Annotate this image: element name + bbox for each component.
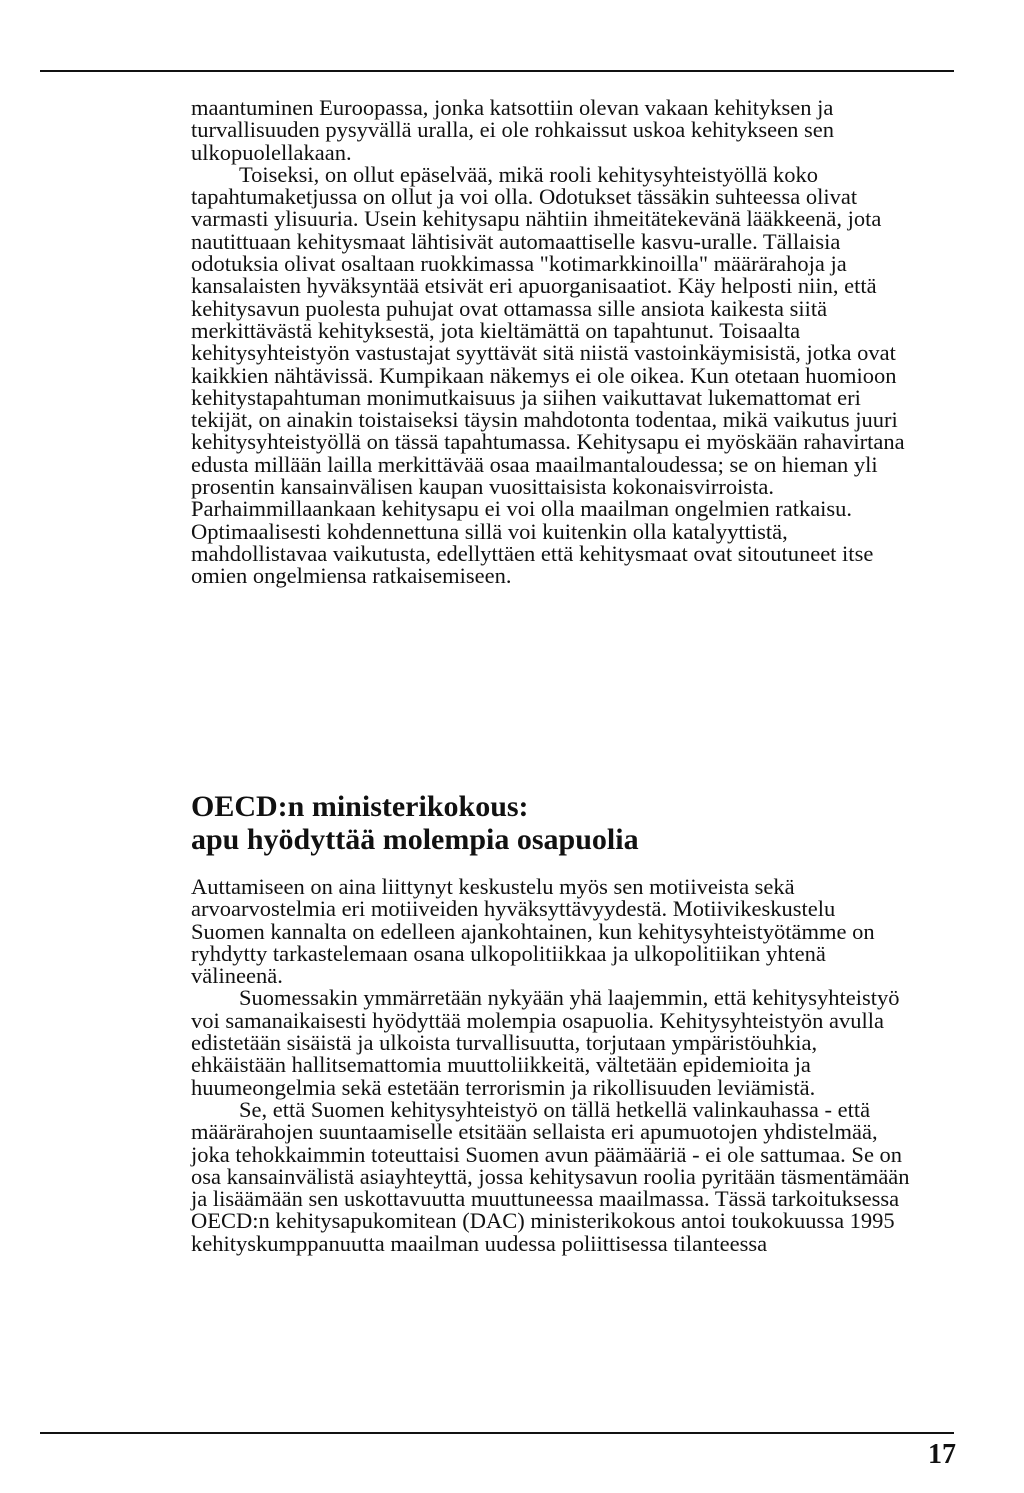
heading-line-1: OECD:n ministerikokous: [191, 790, 529, 823]
paragraph: Toiseksi, on ollut epäselvää, mikä rooli kehitysyhteistyöllä koko tapahtumaketjussa on ollut ja voi olla. Odotukset tässäkin suhteessa olivat varmasti ylisuuria. Usein kehitysapu nähtiin ihmeitätekevänä lääkkeenä, jota nautittuaan kehitysmaat lähtisivät automaattiselle kasvu-uralle. Tällaisia odotuksia olivat osaltaan ruokkimassa "kotimarkkinoilla" määrärahoja ja kansalaisten hyväksyntää etsivät eri apuorganisaatiot. Käy helposti niin, että kehitysavun puolesta puhujat ovat ottamassa sille ansiota kaikesta siitä merkittävästä kehityksestä, jota kieltämättä on tapahtunut. Toisaalta kehitysyhteistyön vastustajat syyttävät sitä niistä vastoinkäymisistä, jotka ovat kaikkien nähtävissä. Kumpikaan näkemys ei ole oikea. Kun otetaan huomioon kehitystapahtuman monimutkaisuus ja siihen vaikuttavat lukemattomat eri tekijät, on ainakin toistaiseksi täysin mahdotonta todentaa, mikä vaikutus juuri kehitysyhteistyöllä on tässä tapahtumassa. Kehitysapu ei myöskään rahavirtana edusta millään lailla merkittävää osaa maailmantaloudessa; se on hieman yli prosentin kansainvälisen kaupan vuosittaisista kokonaisvirroista. Parhaimmillaankaan kehitysapu ei voi olla maailman ongelmien ratkaisu. Optimaalisesti kohdennettuna sillä voi kuitenkin olla katalyyttistä, mahdollistavaa vaikutusta, edellyttäen että kehitysmaat ovat sitoutuneet itse omien ongelmiensa ratkaisemiseen. [191, 161, 905, 589]
paragraph: Se, että Suomen kehitysyhteistyö on tällä hetkellä valinkauhassa - että määrärahojen suuntaamiselle etsitään sellaista eri apumuotojen yhdistelmää, joka tehokkaimmin toteuttaisi Suomen avun päämääriä - ei ole sattumaa. Se on osa kansainvälistä asiayhteyttä, jossa kehitysavun roolia pyritään täsmentämään ja lisäämään sen uskottavuutta muuttuneessa maailmassa. Tässä tarkoituksessa OECD:n kehitysapukomitean (DAC) ministerikokous antoi toukokuussa 1995 kehityskumppanuutta maailman uudessa poliittisessa tilanteessa [191, 1096, 910, 1256]
top-rule [40, 70, 954, 72]
page-number: 17 [928, 1439, 956, 1470]
paragraph: Auttamiseen on aina liittynyt keskustelu myös sen motiiveista sekä arvoarvostelmia eri motiiveiden hyväksyttävyydestä. Motiivikeskustelu Suomen kannalta on edelleen ajankohtainen, kun kehitysyhteistyötämme on ryhdytty tarkastelemaan osana ulkopolitiikkaa ja ulkopolitiikan yhtenä välineenä. [191, 874, 875, 989]
section-heading [191, 790, 911, 856]
heading-line-2: apu hyödyttää molempia osapuolia [191, 823, 639, 856]
bottom-rule [40, 1432, 954, 1434]
body-text-section-1 [191, 97, 911, 588]
paragraph: maantuminen Euroopassa, jonka katsottiin olevan vakaan kehityksen ja turvallisuuden pysyvällä uralla, ei ole rohkaissut uskoa kehitykseen sen ulkopuolellakaan. [191, 95, 834, 165]
paragraph: Suomessakin ymmärretään nykyään yhä laajemmin, että kehitysyhteistyö voi samanaikaisesti hyödyttää molempia osapuolia. Kehitysyhteistyön avulla edistetään sisäistä ja ulkoista turvallisuutta, torjutaan ympäristöuhkia, ehkäistään hallitsemattomia muuttoliikkeitä, vältetään epidemioita ja huumeongelmia sekä estetään terrorismin ja rikollisuuden leviämistä. [191, 985, 900, 1100]
body-text-section-2 [191, 876, 911, 1255]
